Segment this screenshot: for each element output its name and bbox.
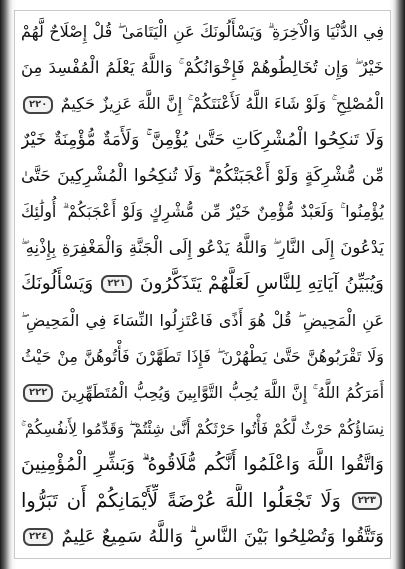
line-text: وَلَا تَجْعَلُوا اللَّهَ عُرْضَةً لِّأَيْمَانِكُمْ أَن تَبَرُّوا: [21, 488, 341, 512]
line-text: مِّن مُّشْرِكَةٍ وَلَوْ أَعْجَبَتْكُمْ ۗ وَلَا تُنكِحُوا الْمُشْرِكِينَ حَتَّىٰ: [21, 166, 384, 187]
verse-line-12: [21, 412, 384, 446]
verse-line-5: [21, 159, 384, 193]
verse-line-15: [21, 520, 384, 554]
mushaf-page: [14, 10, 391, 559]
ayah-number-marker: ٢٢٤: [23, 528, 53, 546]
ayah-number-marker: ٢٢٠: [23, 96, 53, 114]
verse-line-10: [21, 340, 384, 374]
line-text: وَاتَّقُوا اللَّهَ وَاعْلَمُوا أَنَّكُم مُّلَاقُوهُ ۗ وَبَشِّرِ الْمُؤْمِنِينَ: [21, 453, 384, 475]
line-text: وَلَا تَقْرَبُوهُنَّ حَتَّىٰ يَطْهُرْنَ ۖ فَإِذَا تَطَهَّرْنَ فَأْتُوهُنَّ مِنْ حَيْثُ: [21, 346, 384, 366]
verse-line-13: [21, 448, 384, 482]
line-text: عَنِ الْمَحِيضِ ۖ قُلْ هُوَ أَذًى فَاعْتَزِلُوا النِّسَاءَ فِي الْمَحِيضِ ۖ: [21, 310, 384, 330]
line-text: يَدْعُونَ إِلَى النَّارِ ۖ وَاللَّهُ يَدْعُو إِلَى الْجَنَّةِ وَالْمَغْفِرَةِ بِإِذْنِهِ ۖ: [21, 238, 384, 258]
line-text: فِي الدُّنْيَا وَالْآخِرَةِ ۗ وَيَسْأَلُونَكَ عَنِ الْيَتَامَىٰ ۖ قُلْ إِصْلَاحٌ لَّهُمْ: [21, 22, 384, 41]
ayah-number-marker: ٢٢٣: [352, 492, 382, 510]
ayah-number-marker: ٢٢٢: [23, 384, 53, 402]
line-text: نِسَاؤُكُمْ حَرْثٌ لَّكُمْ فَأْتُوا حَرْثَكُمْ أَنَّىٰ شِئْتُمْ ۖ وَقَدِّمُوا لِأَنفُسِكُمْ ۚ: [21, 419, 384, 438]
line-text: أَمَرَكُمُ اللَّهُ ۚ إِنَّ اللَّهَ يُحِبُّ التَّوَّابِينَ وَيُحِبُّ الْمُتَطَهِّرِينَ: [60, 383, 384, 402]
line-text: خَيْرٌ ۖ وَإِن تُخَالِطُوهُمْ فَإِخْوَانُكُمْ ۚ وَاللَّهُ يَعْلَمُ الْمُفْسِدَ مِنَ: [21, 58, 384, 78]
verse-line-14: [21, 484, 384, 518]
verse-lines: [21, 15, 384, 554]
line-text-continued: وَيَسْأَلُونَكَ: [21, 273, 94, 295]
line-text: الْمُصْلِحِ ۚ وَلَوْ شَاءَ اللَّهُ لَأَعْنَتَكُمْ ۚ إِنَّ اللَّهَ عَزِيزٌ حَكِيمٌ: [60, 94, 384, 114]
line-text: يُؤْمِنُوا ۚ وَلَعَبْدٌ مُّؤْمِنٌ خَيْرٌ مِّن مُّشْرِكٍ وَلَوْ أَعْجَبَكُمْ ۗ أُولَٰئِكَ: [21, 202, 384, 222]
verse-line-9: [21, 304, 384, 338]
line-text: وَتَتَّقُوا وَتُصْلِحُوا بَيْنَ النَّاسِ ۗ وَاللَّهُ سَمِيعٌ عَلِيمٌ: [61, 525, 384, 547]
line-text: وَيُبَيِّنُ آيَاتِهِ لِلنَّاسِ لَعَلَّهُمْ يَتَذَكَّرُونَ: [139, 273, 384, 295]
verse-line-4: [21, 123, 384, 157]
ayah-number-marker: ٢٢١: [101, 275, 131, 293]
verse-line-8: [21, 267, 384, 301]
verse-line-2: [21, 51, 384, 85]
verse-line-6: [21, 195, 384, 229]
verse-line-1: [21, 15, 384, 49]
verse-line-11: [21, 376, 384, 410]
line-text: وَلَا تَنكِحُوا الْمُشْرِكَاتِ حَتَّىٰ يُؤْمِنَّ ۚ وَلَأَمَةٌ مُّؤْمِنَةٌ خَيْرٌ: [21, 130, 384, 151]
verse-line-7: [21, 231, 384, 265]
verse-line-3: [21, 87, 384, 121]
